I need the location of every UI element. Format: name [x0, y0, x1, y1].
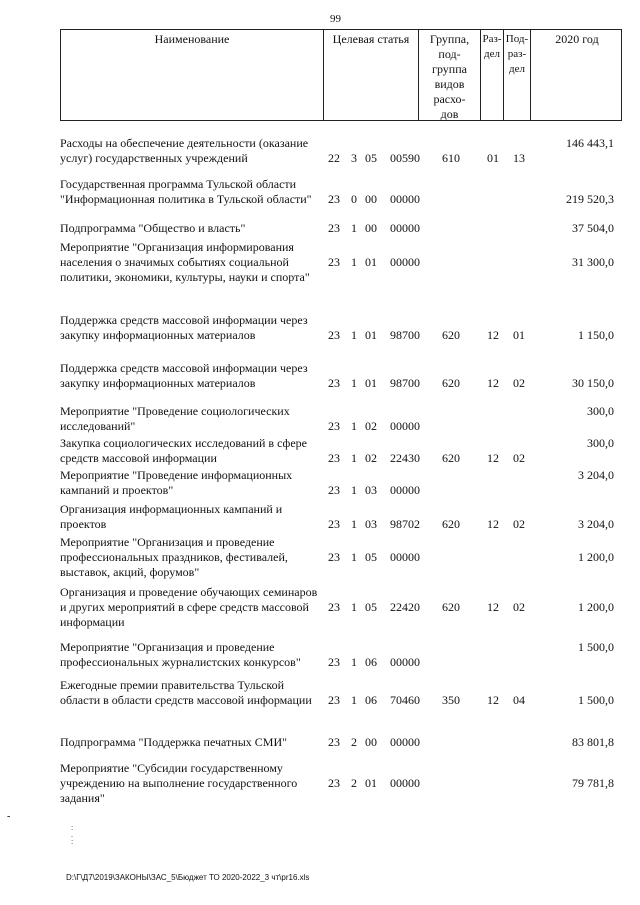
- table-row: [60, 436, 622, 466]
- row-code-pr: 01: [513, 328, 525, 342]
- row-amount: 146 443,1: [566, 136, 614, 150]
- row-amount: 219 520,3: [566, 192, 614, 206]
- row-name: Мероприятие "Организация информирования населения о значимых событиях социальной политики, экономики, культуры, науки и спорта": [60, 240, 310, 284]
- row-code-b: 1: [351, 451, 357, 465]
- row-name: Закупка социологических исследований в сфере средств массовой информации: [60, 436, 307, 465]
- row-name: Мероприятие "Субсидии государственному учреждению на выполнение государственного задания": [60, 761, 298, 805]
- row-code-rz: 12: [487, 451, 499, 465]
- row-code-c: 05: [365, 600, 377, 614]
- row-code-c: 05: [365, 550, 377, 564]
- row-amount: 1 200,0: [578, 550, 614, 564]
- row-name: Организация информационных кампаний и проектов: [60, 502, 283, 531]
- scan-marks: : . :: [71, 823, 74, 846]
- row-code-d: 00000: [390, 735, 420, 749]
- row-code-d: 00000: [390, 221, 420, 235]
- row-code-b: 1: [351, 328, 357, 342]
- table-row: [60, 404, 622, 434]
- row-code-a: 23: [328, 451, 340, 465]
- row-code-c: 05: [365, 151, 377, 165]
- row-code-rz: 12: [487, 328, 499, 342]
- table-header: [60, 29, 622, 121]
- row-code-b: 1: [351, 517, 357, 531]
- row-code-a: 23: [328, 735, 340, 749]
- table-row: [60, 361, 622, 391]
- row-name: Поддержка средств массовой информации через закупку информационных материалов: [60, 361, 308, 390]
- row-code-d: 00000: [390, 483, 420, 497]
- row-code-d: 00000: [390, 255, 420, 269]
- row-code-b: 3: [351, 151, 357, 165]
- header-year: 2020 год: [530, 30, 623, 120]
- table-row: [60, 585, 622, 630]
- row-code-pr: 02: [513, 376, 525, 390]
- row-name: Поддержка средств массовой информации через закупку информационных материалов: [60, 313, 308, 342]
- row-code-a: 23: [328, 517, 340, 531]
- row-code-d: 00000: [390, 776, 420, 790]
- table-row: [60, 502, 622, 532]
- row-code-b: 1: [351, 221, 357, 235]
- row-code-b: 0: [351, 192, 357, 206]
- row-code-d: 98700: [390, 376, 420, 390]
- table-row: [60, 177, 622, 222]
- page-number: 99: [330, 13, 341, 25]
- row-code-rz: 12: [487, 600, 499, 614]
- row-code-d: 70460: [390, 693, 420, 707]
- row-code-rz: 01: [487, 151, 499, 165]
- row-code-c: 00: [365, 221, 377, 235]
- row-name: Государственная программа Тульской области "Информационная политика в Тульской области": [60, 177, 312, 206]
- row-code-a: 23: [328, 600, 340, 614]
- row-code-d: 00000: [390, 655, 420, 669]
- row-amount: 79 781,8: [572, 776, 614, 790]
- row-amount: 1 500,0: [578, 640, 614, 654]
- row-code-c: 06: [365, 693, 377, 707]
- row-code-a: 23: [328, 419, 340, 433]
- row-code-pr: 13: [513, 151, 525, 165]
- table-row: [60, 678, 622, 723]
- row-code-rz: 12: [487, 693, 499, 707]
- row-code-a: 23: [328, 483, 340, 497]
- row-code-c: 01: [365, 328, 377, 342]
- row-code-b: 1: [351, 655, 357, 669]
- header-podrazdel: Под- раз- дел: [503, 30, 530, 120]
- row-amount: 83 801,8: [572, 735, 614, 749]
- table-row: [60, 240, 622, 300]
- row-code-d: 00000: [390, 550, 420, 564]
- row-code-b: 1: [351, 419, 357, 433]
- row-code-b: 1: [351, 693, 357, 707]
- row-code-pr: 02: [513, 600, 525, 614]
- row-code-a: 23: [328, 376, 340, 390]
- row-code-b: 2: [351, 735, 357, 749]
- row-code-a: 23: [328, 221, 340, 235]
- row-code-b: 1: [351, 600, 357, 614]
- row-code-pr: 02: [513, 451, 525, 465]
- row-code-d: 98702: [390, 517, 420, 531]
- row-code-b: 1: [351, 376, 357, 390]
- row-code-grp: 620: [442, 451, 460, 465]
- row-name: Ежегодные премии правительства Тульской области в области средств массовой информации: [60, 678, 312, 707]
- row-code-c: 01: [365, 255, 377, 269]
- table-row: [60, 640, 622, 670]
- row-code-grp: 350: [442, 693, 460, 707]
- row-amount: 3 204,0: [578, 517, 614, 531]
- row-code-d: 98700: [390, 328, 420, 342]
- row-code-pr: 02: [513, 517, 525, 531]
- header-target: Целевая статья: [323, 30, 418, 120]
- row-code-grp: 620: [442, 376, 460, 390]
- row-code-rz: 12: [487, 517, 499, 531]
- row-amount: 3 204,0: [578, 468, 614, 482]
- row-code-a: 23: [328, 550, 340, 564]
- table-row: [60, 313, 622, 343]
- row-code-c: 03: [365, 483, 377, 497]
- row-code-c: 01: [365, 376, 377, 390]
- row-amount: 1 500,0: [578, 693, 614, 707]
- row-code-a: 23: [328, 693, 340, 707]
- row-code-c: 02: [365, 419, 377, 433]
- row-code-c: 03: [365, 517, 377, 531]
- row-name: Мероприятие "Организация и проведение профессиональных журналистских конкурсов": [60, 640, 301, 669]
- row-code-a: 23: [328, 192, 340, 206]
- table-row: [60, 221, 622, 236]
- row-code-a: 22: [328, 151, 340, 165]
- row-code-c: 00: [365, 735, 377, 749]
- row-code-grp: 610: [442, 151, 460, 165]
- table-row: [60, 468, 622, 498]
- row-amount: 1 200,0: [578, 600, 614, 614]
- row-code-c: 02: [365, 451, 377, 465]
- row-amount: 300,0: [587, 436, 614, 450]
- row-code-grp: 620: [442, 328, 460, 342]
- row-code-b: 1: [351, 483, 357, 497]
- row-code-c: 06: [365, 655, 377, 669]
- row-name: Подпрограмма "Общество и власть": [60, 221, 246, 235]
- row-name: Подпрограмма "Поддержка печатных СМИ": [60, 735, 288, 749]
- row-name: Мероприятие "Организация и проведение профессиональных праздников, фестивалей, выставок, акций, форумов": [60, 535, 288, 579]
- table-row: [60, 735, 622, 750]
- row-code-b: 1: [351, 550, 357, 564]
- table-row: [60, 136, 622, 166]
- row-code-d: 00000: [390, 419, 420, 433]
- header-group: Группа, под- группа видов расхо- дов: [418, 30, 480, 120]
- row-code-a: 23: [328, 255, 340, 269]
- file-path: D:\Г\Д7\2019\ЗАКОНЫ\ЗАС_5\Бюджет ТО 2020-2022_3 чт\pr16.xls: [66, 873, 310, 882]
- row-code-rz: 12: [487, 376, 499, 390]
- row-code-d: 22420: [390, 600, 420, 614]
- row-code-c: 01: [365, 776, 377, 790]
- row-code-pr: 04: [513, 693, 525, 707]
- row-code-grp: 620: [442, 517, 460, 531]
- row-amount: 37 504,0: [572, 221, 614, 235]
- row-code-d: 00590: [390, 151, 420, 165]
- row-code-grp: 620: [442, 600, 460, 614]
- row-code-c: 00: [365, 192, 377, 206]
- row-code-a: 23: [328, 328, 340, 342]
- header-razdel: Раз- дел: [480, 30, 503, 120]
- row-code-a: 23: [328, 776, 340, 790]
- row-name: Мероприятие "Проведение информационных кампаний и проектов": [60, 468, 293, 497]
- row-code-d: 00000: [390, 192, 420, 206]
- row-name: Мероприятие "Проведение социологических исследований": [60, 404, 290, 433]
- table-row: [60, 535, 622, 580]
- table-row: [60, 761, 622, 806]
- header-name: Наименование: [154, 32, 230, 46]
- row-name: Расходы на обеспечение деятельности (оказание услуг) государственных учреждений: [60, 136, 309, 165]
- row-code-b: 2: [351, 776, 357, 790]
- row-code-d: 22430: [390, 451, 420, 465]
- row-amount: 30 150,0: [572, 376, 614, 390]
- row-amount: 300,0: [587, 404, 614, 418]
- row-amount: 1 150,0: [578, 328, 614, 342]
- row-amount: 31 300,0: [572, 255, 614, 269]
- scan-mark: -: [7, 811, 11, 822]
- row-code-a: 23: [328, 655, 340, 669]
- row-name: Организация и проведение обучающих семинаров и других мероприятий в сфере средств массовой информации: [60, 585, 318, 629]
- row-code-b: 1: [351, 255, 357, 269]
